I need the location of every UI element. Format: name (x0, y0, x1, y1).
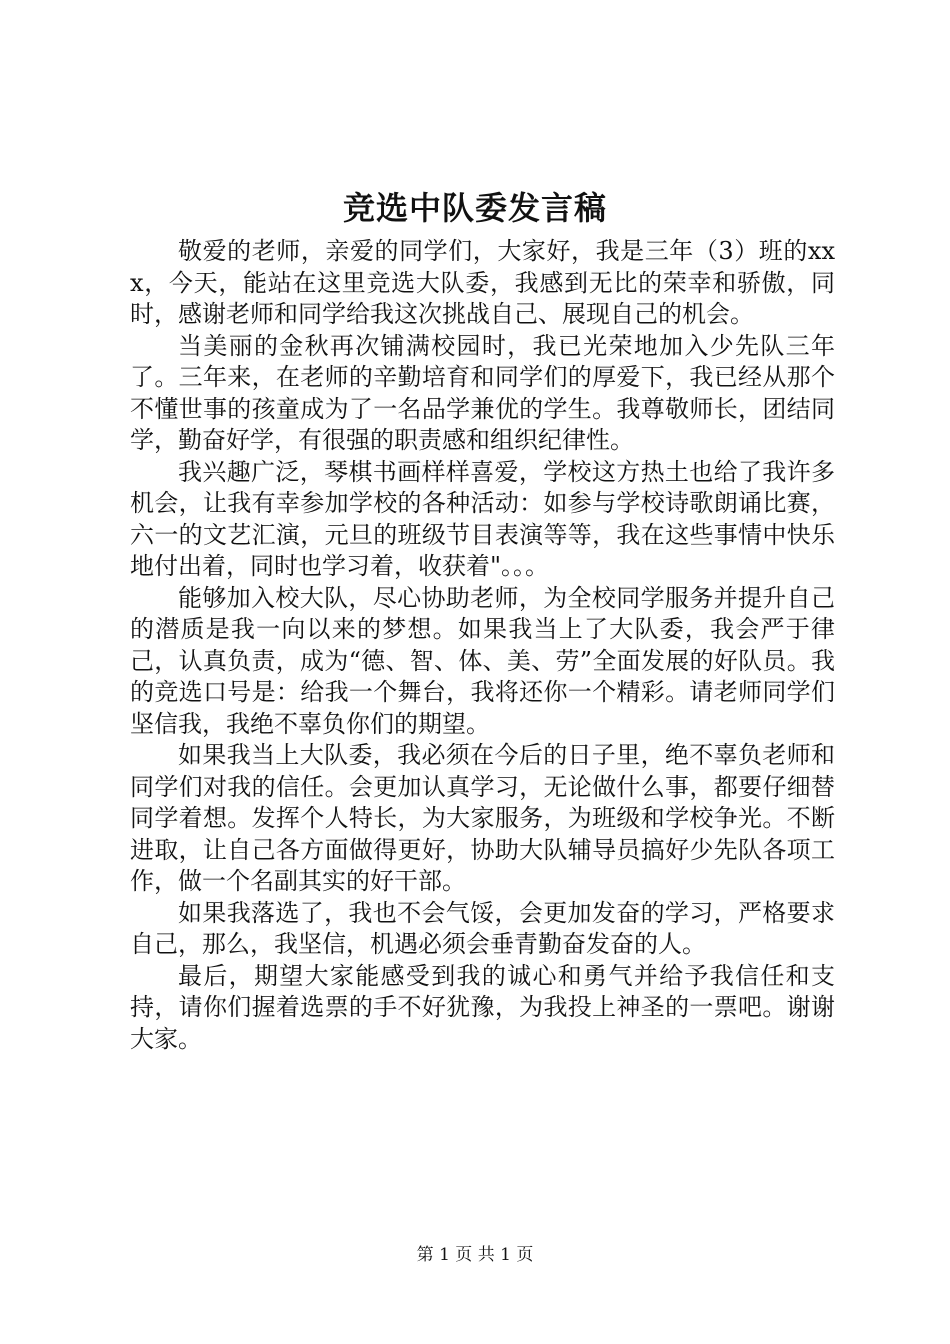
paragraph-if-not-elected: 如果我落选了，我也不会气馁，会更加发奋的学习，严格要求自己，那么，我坚信，机遇必须会垂青勤奋发奋的人。 (130, 898, 835, 958)
paragraph-closing: 最后，期望大家能感受到我的诚心和勇气并给予我信任和支持，请你们握着选票的手不好犹豫，为我投上神圣的一票吧。谢谢大家。 (130, 961, 835, 1053)
page-number-footer: 第 1 页 共 1 页 (416, 1245, 534, 1265)
paragraph-goals: 能够加入校大队，尽心协助老师，为全校同学服务并提升自己的潜质是我一向以来的梦想。如果我当上了大队委，我会严于律己，认真负责，成为“德、智、体、美、劳”全面发展的好队员。我的竞选口号是：给我一个舞台，我将还你一个精彩。请老师同学们坚信我，我绝不辜负你们的期望。 (130, 583, 835, 738)
paragraph-interests: 我兴趣广泛，琴棋书画样样喜爱，学校这方热土也给了我许多机会，让我有幸参加学校的各种活动：如参与学校诗歌朗诵比赛，六一的文艺汇演，元旦的班级节目表演等等，我在这些事情中快乐地付出着，同时也学习着，收获着"。。。 (130, 457, 835, 580)
paragraph-greeting: 敬爱的老师，亲爱的同学们，大家好，我是三年（3）班的xxx，今天，能站在这里竞选大队委，我感到无比的荣幸和骄傲，同时，感谢老师和同学给我这次挑战自己、展现自己的机会。 (130, 237, 835, 328)
paragraph-commitment: 如果我当上大队委，我必须在今后的日子里，绝不辜负老师和同学们对我的信任。会更加认真学习，无论做什么事，都要仔细替同学着想。发挥个人特长，为大家服务，为班级和学校争光。不断进取，让自己各方面做得更好，协助大队辅导员搞好少先队各项工作，做一个名副其实的好干部。 (130, 741, 835, 895)
paragraph-background: 当美丽的金秋再次铺满校园时，我已光荣地加入少先队三年了。三年来，在老师的辛勤培育和同学们的厚爱下，我已经从那个不懂世事的孩童成为了一名品学兼优的学生。我尊敬师长，团结同学，勤奋好学，有很强的职责感和组织纪律性。 (130, 331, 835, 454)
document-body (130, 236, 835, 1055)
document-title: 竞选中队委发言稿 (342, 189, 607, 227)
